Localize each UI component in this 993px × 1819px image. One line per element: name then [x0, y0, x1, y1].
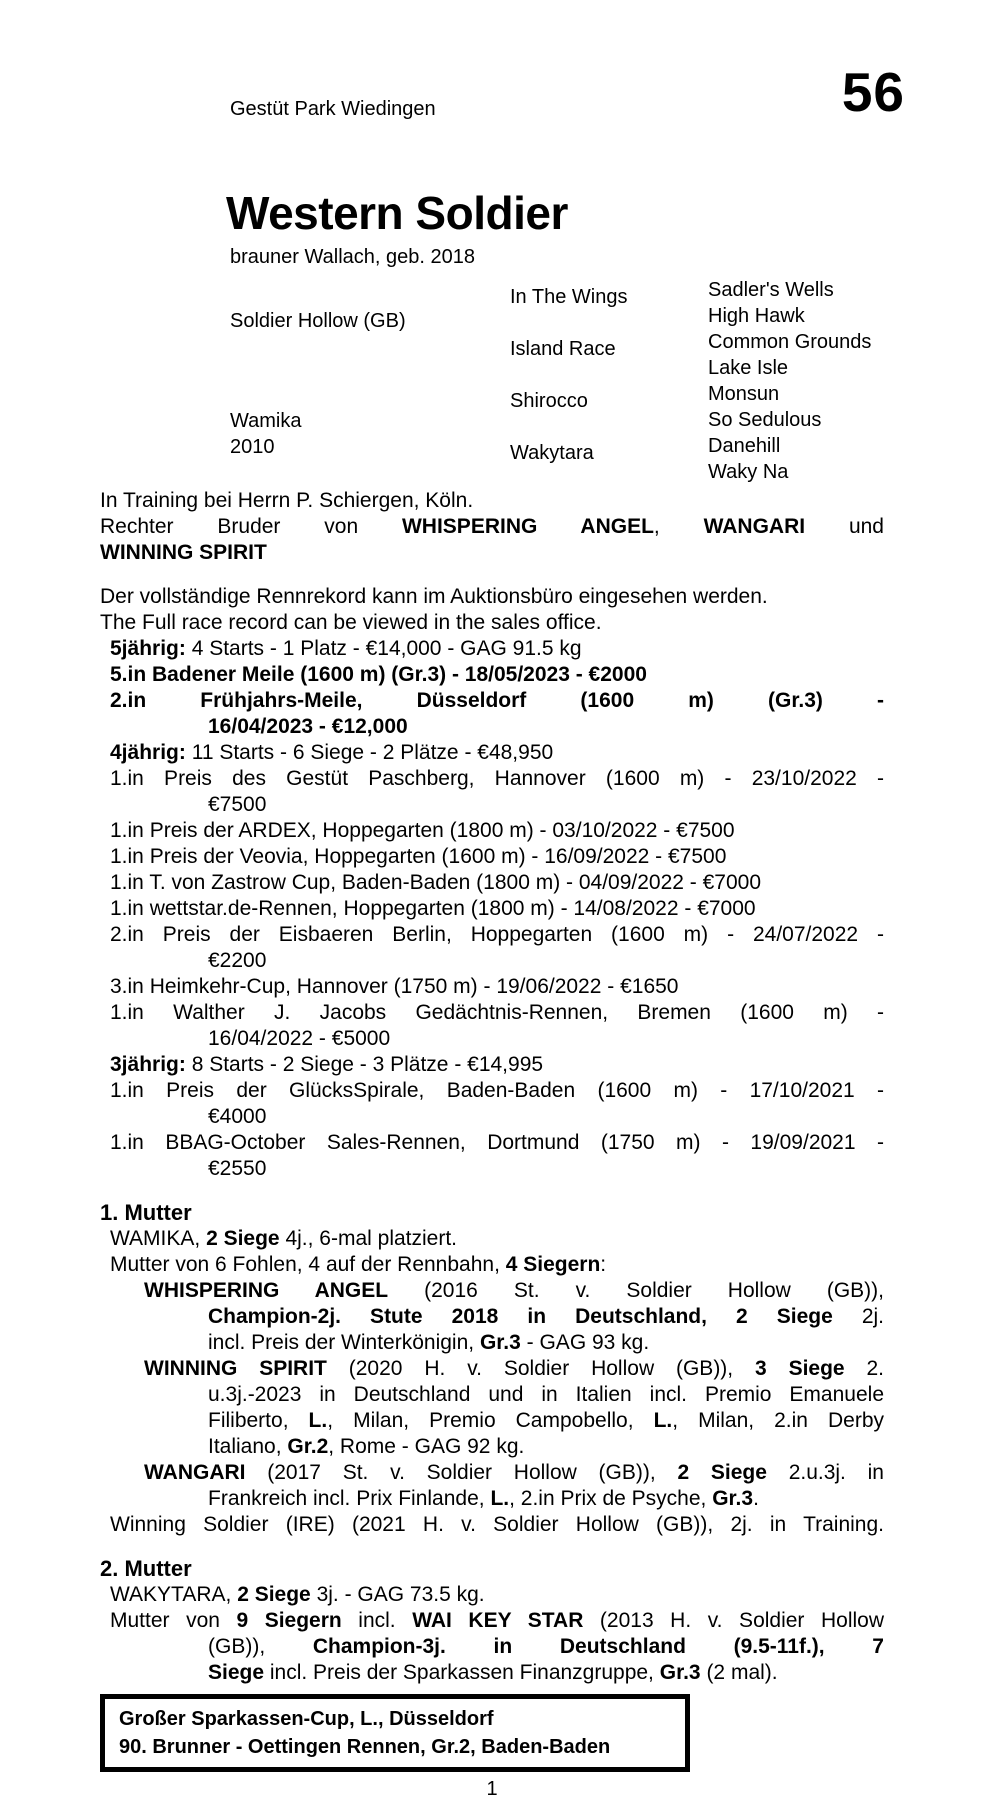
text-segment: Gr.3 — [659, 1661, 701, 1684]
family-line — [100, 1434, 884, 1460]
text-segment: WANGARI — [703, 515, 806, 538]
text-segment: Champion-2j. Stute 2018 in Deutschland, 2 Siege — [208, 1305, 833, 1328]
record-line — [100, 1052, 884, 1078]
horse-name: Western Soldier — [226, 187, 568, 239]
record-intro-de: Der vollständige Rennrekord kann im Auktionsbüro eingesehen werden. — [100, 585, 768, 608]
text-segment: 2j. — [832, 1305, 884, 1328]
family-line — [100, 1226, 884, 1252]
record-line — [100, 766, 884, 792]
text-segment: (2016 St. v. Soldier Hollow (GB)), — [388, 1279, 884, 1302]
family-line — [100, 1512, 884, 1538]
family-line — [100, 1304, 884, 1330]
pedigree-dam: Wamika — [230, 410, 302, 432]
black-type-line: Großer Sparkassen-Cup, L., Düsseldorf — [119, 1708, 494, 1730]
text-segment: WHISPERING ANGEL — [401, 515, 654, 538]
text-segment: u.3j.-2023 in Deutschland und in Italien incl. Premio Emanuele — [208, 1383, 884, 1406]
text-segment: 2.in Preis der Eisbaeren Berlin, Hoppegarten (1600 m) - 24/07/2022 - — [110, 923, 884, 946]
horse-details: brauner Wallach, geb. 2018 — [230, 246, 475, 268]
text-segment: incl. Preis der Winterkönigin, — [208, 1331, 480, 1354]
text-segment: WINNING SPIRIT — [144, 1357, 327, 1380]
text-segment: 4j., 6-mal platziert. — [279, 1227, 458, 1250]
text-segment: 2.u.3j. in — [766, 1461, 884, 1484]
text-segment: L. — [308, 1409, 328, 1432]
mother2-heading: 2. Mutter — [100, 1556, 192, 1581]
text-segment: 2. — [844, 1357, 884, 1380]
family-line — [100, 1460, 884, 1486]
text-segment: 1.in Walther J. Jacobs Gedächtnis-Rennen, Bremen (1600 m) - — [110, 1001, 884, 1024]
record-line — [100, 896, 884, 922]
record-line — [100, 1156, 884, 1182]
text-segment: L. — [653, 1409, 673, 1432]
record-line — [100, 1104, 884, 1130]
text-segment: 3 Siege — [755, 1357, 845, 1380]
record-line — [100, 662, 884, 688]
text-segment: Mutter von — [110, 1609, 237, 1632]
pedigree-dam-year: 2010 — [230, 436, 275, 458]
record-intro-en: The Full race record can be viewed in the sales office. — [100, 611, 602, 634]
text-segment: 2 Siege — [677, 1461, 767, 1484]
record-line — [100, 818, 884, 844]
sibling-note-line — [100, 514, 884, 540]
text-segment: 5jährig: — [110, 637, 186, 660]
record-line — [100, 1026, 884, 1052]
text-segment: incl. — [341, 1609, 413, 1632]
family-line — [100, 1408, 884, 1434]
text-segment: 1.in Preis des Gestüt Paschberg, Hannover (1600 m) - 23/10/2022 - — [110, 767, 884, 790]
catalog-text — [100, 488, 884, 1802]
text-segment: Winning Soldier (IRE) (2021 H. v. Soldier Hollow (GB)), 2j. in Training. — [110, 1513, 884, 1536]
record-line — [100, 792, 884, 818]
text-segment: 1.in Preis der ARDEX, Hoppegarten (1800 m) - 03/10/2022 - €7500 — [110, 819, 735, 842]
text-segment: Gr.2 — [287, 1435, 329, 1458]
text-segment: Siege — [208, 1661, 265, 1684]
text-segment: 1.in Preis der Veovia, Hoppegarten (1600 m) - 16/09/2022 - €7500 — [110, 845, 727, 868]
record-line — [100, 1078, 884, 1104]
pedigree-gen2-entry: Island Race — [510, 338, 616, 360]
record-line — [100, 740, 884, 766]
text-segment: 1.in BBAG-October Sales-Rennen, Dortmund (1750 m) - 19/09/2021 - — [110, 1131, 884, 1154]
text-segment: und — [805, 515, 884, 538]
text-segment: WANGARI — [144, 1461, 246, 1484]
black-type-box — [100, 1694, 690, 1772]
text-segment: WINNING SPIRIT — [100, 541, 267, 564]
text-segment: (2020 H. v. Soldier Hollow (GB)), — [326, 1357, 756, 1380]
text-segment: 3jährig: — [110, 1053, 186, 1076]
text-segment: 4 Starts - 1 Platz - €14,000 - GAG 91.5 kg — [185, 637, 582, 660]
text-segment: 8 Starts - 2 Siege - 3 Plätze - €14,995 — [185, 1053, 544, 1076]
text-segment: WHISPERING ANGEL — [144, 1279, 389, 1302]
record-line — [100, 844, 884, 870]
text-segment: . — [753, 1487, 759, 1510]
text-segment: Champion-3j. in Deutschland (9.5-11f.), 7 — [312, 1635, 884, 1658]
pedigree-sire: Soldier Hollow (GB) — [230, 310, 406, 332]
pedigree-gen2-entry: In The Wings — [510, 286, 628, 308]
pedigree-gen3-entry: High Hawk — [708, 305, 805, 327]
text-segment: 16/04/2023 - €12,000 — [208, 715, 408, 738]
text-segment: WAMIKA, — [110, 1227, 207, 1250]
training-note: In Training bei Herrn P. Schiergen, Köln. — [100, 489, 474, 512]
text-segment: , Rome - GAG 92 kg. — [328, 1435, 525, 1458]
text-segment: (GB)), — [208, 1635, 313, 1658]
text-segment: 4jährig: — [110, 741, 186, 764]
pedigree-gen2-entry: Wakytara — [510, 442, 594, 464]
pedigree-gen3-entry: Sadler's Wells — [708, 279, 834, 301]
family-line — [100, 1608, 884, 1634]
text-segment: 3j. - GAG 73.5 kg. — [310, 1583, 485, 1606]
black-type-line: 90. Brunner - Oettingen Rennen, Gr.2, Baden-Baden — [119, 1736, 611, 1758]
text-segment: €2550 — [208, 1157, 267, 1180]
page-number: 1 — [486, 1778, 498, 1800]
text-segment: (2 mal). — [700, 1661, 778, 1684]
text-segment: €2200 — [208, 949, 267, 972]
text-segment: 1.in wettstar.de-Rennen, Hoppegarten (1800 m) - 14/08/2022 - €7000 — [110, 897, 756, 920]
pedigree-gen3-entry: Waky Na — [708, 461, 789, 483]
family-line — [100, 1278, 884, 1304]
text-segment: WAI KEY STAR — [412, 1609, 584, 1632]
record-line — [100, 922, 884, 948]
family-line — [100, 1582, 884, 1608]
sibling-note-line — [100, 540, 884, 566]
text-segment: incl. Preis der Sparkassen Finanzgruppe, — [264, 1661, 660, 1684]
text-segment: 16/04/2022 - €5000 — [208, 1027, 391, 1050]
family-line — [100, 1486, 884, 1512]
text-segment: 9 Siegern — [236, 1609, 342, 1632]
family-line — [100, 1660, 884, 1686]
text-segment: L. — [490, 1487, 510, 1510]
text-segment: - GAG 93 kg. — [520, 1331, 650, 1354]
text-segment: Mutter von 6 Fohlen, 4 auf der Rennbahn, — [110, 1253, 506, 1276]
text-segment: (2017 St. v. Soldier Hollow (GB)), — [245, 1461, 678, 1484]
record-line — [100, 1130, 884, 1156]
family-line — [100, 1634, 884, 1660]
text-segment: Filiberto, — [208, 1409, 309, 1432]
text-segment: Rechter Bruder von — [100, 515, 402, 538]
pedigree-gen3-entry: So Sedulous — [708, 409, 822, 431]
text-segment: , — [653, 515, 704, 538]
record-line — [100, 714, 884, 740]
text-segment: Italiano, — [208, 1435, 288, 1458]
text-segment: (2013 H. v. Soldier Hollow — [583, 1609, 884, 1632]
text-segment: Gr.3 — [712, 1487, 754, 1510]
record-line — [100, 636, 884, 662]
family-line — [100, 1252, 884, 1278]
record-line — [100, 974, 884, 1000]
family-line — [100, 1330, 884, 1356]
record-line — [100, 1000, 884, 1026]
lot-number: 56 — [841, 61, 905, 123]
text-segment: 4 Siegern — [505, 1253, 601, 1276]
family-line — [100, 1382, 884, 1408]
record-line — [100, 870, 884, 896]
pedigree-gen3-entry: Monsun — [708, 383, 780, 405]
text-segment: 2 Siege — [206, 1227, 280, 1250]
text-segment: 1.in T. von Zastrow Cup, Baden-Baden (1800 m) - 04/09/2022 - €7000 — [110, 871, 762, 894]
text-segment: 2.in Frühjahrs-Meile, Düsseldorf (1600 m) (Gr.3) - — [110, 689, 884, 712]
record-line — [100, 948, 884, 974]
text-segment: €7500 — [208, 793, 267, 816]
family-line — [100, 1356, 884, 1382]
text-segment: 11 Starts - 6 Siege - 2 Plätze - €48,950 — [185, 741, 554, 764]
mother1-heading: 1. Mutter — [100, 1200, 192, 1225]
text-segment: Gr.3 — [479, 1331, 521, 1354]
text-segment: , Milan, Premio Campobello, — [327, 1409, 654, 1432]
pedigree-gen3-entry: Danehill — [708, 435, 781, 457]
text-segment: , Milan, 2.in Derby — [672, 1409, 885, 1432]
pedigree-gen3-entry: Lake Isle — [708, 357, 789, 379]
record-line — [100, 688, 884, 714]
text-segment: 5.in Badener Meile (1600 m) (Gr.3) - 18/05/2023 - €2000 — [110, 663, 647, 686]
text-segment: Frankreich incl. Prix Finlande, — [208, 1487, 491, 1510]
text-segment: , 2.in Prix de Psyche, — [509, 1487, 713, 1510]
text-segment: €4000 — [208, 1105, 267, 1128]
pedigree-gen2-entry: Shirocco — [510, 390, 588, 412]
text-segment: : — [600, 1253, 607, 1276]
text-segment: 2 Siege — [237, 1583, 311, 1606]
text-segment: WAKYTARA, — [110, 1583, 238, 1606]
breeder-name: Gestüt Park Wiedingen — [230, 98, 436, 120]
text-segment: 3.in Heimkehr-Cup, Hannover (1750 m) - 19/06/2022 - €1650 — [110, 975, 679, 998]
pedigree-gen3-entry: Common Grounds — [708, 331, 872, 353]
text-segment: 1.in Preis der GlücksSpirale, Baden-Baden (1600 m) - 17/10/2021 - — [110, 1079, 884, 1102]
